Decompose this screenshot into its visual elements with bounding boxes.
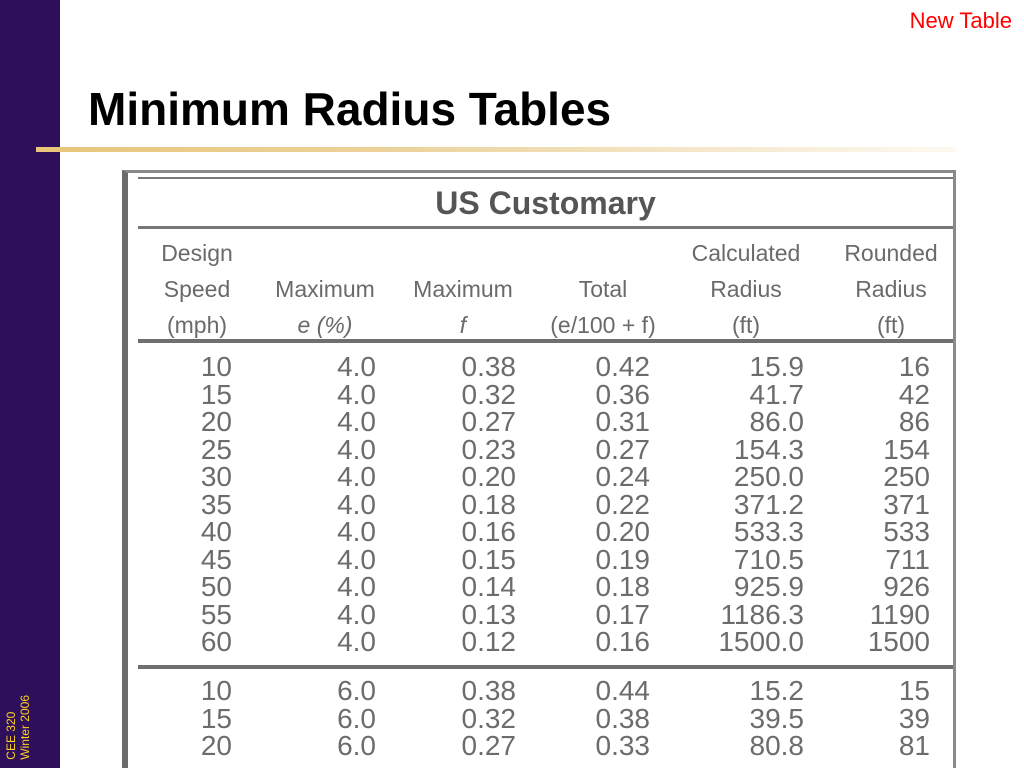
cell-calculated-radius: 710.5 [733, 543, 804, 575]
table-row-group-emax-6 [138, 677, 953, 768]
cell-max-f: 0.27 [461, 406, 516, 437]
cell-design-speed: 35 [200, 488, 232, 520]
header-line: Maximum [413, 276, 513, 302]
header-calculated-radius [678, 235, 814, 343]
cell-rounded-radius: 15 [898, 675, 930, 706]
cell-total: 0.16 [595, 626, 650, 657]
cell-calculated-radius: 80.8 [749, 730, 804, 761]
header-line [538, 235, 668, 271]
term-label: Winter 2006 [18, 695, 32, 760]
header-line: Maximum [275, 276, 375, 302]
cell-design-speed: 60 [200, 626, 232, 657]
sidebar-course-info [4, 695, 32, 760]
cell-max-e: 4.0 [337, 571, 376, 602]
header-line: Calculated [691, 240, 801, 266]
cell-max-e: 4.0 [337, 351, 376, 382]
cell-rounded-radius: 250 [883, 461, 930, 492]
header-line: Rounded [844, 240, 938, 266]
header-line: (e/100 + f) [550, 312, 656, 338]
cell-max-f: 0.32 [461, 702, 516, 734]
cell-max-e: 4.0 [337, 516, 376, 547]
header-max-f [400, 235, 526, 343]
header-line: Design [161, 240, 233, 266]
cell-rounded-radius: 81 [898, 730, 930, 761]
cell-total: 0.36 [595, 378, 650, 410]
cell-max-f: 0.16 [461, 516, 516, 547]
cell-design-speed: 30 [200, 461, 232, 492]
cell-rounded-radius: 42 [898, 378, 930, 410]
cell-rounded-radius: 16 [898, 351, 930, 382]
header-line: Radius [855, 276, 927, 302]
cell-total: 0.44 [595, 675, 650, 706]
header-line: f [459, 312, 467, 338]
cell-calculated-radius: 15.2 [749, 675, 804, 706]
cell-design-speed: 15 [200, 702, 232, 734]
cell-design-speed: 10 [200, 351, 232, 382]
header-line: (ft) [876, 312, 906, 338]
table-row-group-emax-4 [138, 353, 953, 669]
cell-total: 0.22 [595, 488, 650, 520]
table-row [138, 732, 953, 760]
cell-rounded-radius: 86 [898, 406, 930, 437]
cell-total: 0.24 [595, 461, 650, 492]
table-caption: US Customary [138, 177, 953, 229]
cell-max-f: 0.14 [461, 571, 516, 602]
header-line: (mph) [166, 312, 228, 338]
cell-calculated-radius: 39.5 [749, 702, 804, 734]
header-rounded-radius [828, 235, 954, 343]
cell-max-f: 0.12 [461, 626, 516, 657]
cell-calculated-radius: 154.3 [733, 433, 804, 465]
cell-rounded-radius: 711 [885, 543, 930, 575]
sidebar [0, 0, 60, 768]
table-row [138, 573, 953, 601]
cell-total: 0.20 [595, 516, 650, 547]
cell-max-f: 0.23 [461, 433, 516, 465]
cell-max-e: 6.0 [337, 675, 376, 706]
cell-max-e: 4.0 [337, 543, 376, 575]
table-row [138, 408, 953, 436]
cell-max-f: 0.38 [461, 675, 516, 706]
cell-design-speed: 20 [200, 730, 232, 761]
course-label: CEE 320 [4, 711, 18, 760]
cell-design-speed: 40 [200, 516, 232, 547]
cell-design-speed: 50 [200, 571, 232, 602]
table-row [138, 433, 953, 465]
cell-calculated-radius: 15.9 [749, 351, 804, 382]
cell-total: 0.31 [595, 406, 650, 437]
table-row [138, 518, 953, 546]
cell-calculated-radius: 1186.3 [720, 598, 804, 630]
header-line [400, 235, 526, 271]
header-total [538, 235, 668, 343]
cell-rounded-radius: 926 [883, 571, 930, 602]
cell-max-e: 4.0 [337, 488, 376, 520]
cell-calculated-radius: 533.3 [733, 516, 804, 547]
table-row [138, 677, 953, 705]
table-row [138, 463, 953, 491]
cell-max-e: 6.0 [337, 702, 376, 734]
cell-max-e: 6.0 [337, 730, 376, 761]
cell-max-e: 4.0 [337, 406, 376, 437]
cell-total: 0.17 [595, 598, 650, 630]
cell-rounded-radius: 154 [883, 433, 930, 465]
table-row [138, 353, 953, 381]
cell-total: 0.33 [595, 730, 650, 761]
minimum-radius-table [122, 170, 956, 768]
cell-design-speed: 10 [200, 675, 232, 706]
cell-max-e: 4.0 [337, 626, 376, 657]
header-line: e (%) [297, 312, 353, 338]
cell-max-f: 0.15 [461, 543, 516, 575]
table-row [138, 488, 953, 520]
cell-max-f: 0.18 [461, 488, 516, 520]
cell-design-speed: 15 [200, 378, 232, 410]
cell-total: 0.18 [595, 571, 650, 602]
cell-max-f: 0.20 [461, 461, 516, 492]
title-divider [36, 147, 956, 152]
cell-rounded-radius: 39 [898, 702, 930, 734]
cell-max-e: 4.0 [337, 433, 376, 465]
table-row [138, 702, 953, 734]
cell-max-f: 0.32 [461, 378, 516, 410]
table-header-row [138, 235, 953, 343]
table-row [138, 543, 953, 575]
cell-design-speed: 55 [200, 598, 232, 630]
table-row [138, 378, 953, 410]
cell-total: 0.27 [595, 433, 650, 465]
header-line [262, 235, 388, 271]
header-line: Speed [163, 276, 231, 302]
cell-total: 0.38 [595, 702, 650, 734]
header-line: Total [578, 276, 628, 302]
page-title: Minimum Radius Tables [88, 83, 612, 135]
cell-calculated-radius: 1500.0 [718, 626, 804, 657]
new-table-link[interactable]: New Table [909, 8, 1012, 33]
table-row [138, 628, 953, 656]
header-max-e [262, 235, 388, 343]
cell-rounded-radius: 533 [883, 516, 930, 547]
table-row [138, 598, 953, 630]
cell-calculated-radius: 41.7 [749, 378, 804, 410]
cell-max-e: 4.0 [337, 461, 376, 492]
cell-rounded-radius: 371 [883, 488, 930, 520]
header-line: (ft) [731, 312, 761, 338]
cell-calculated-radius: 86.0 [749, 406, 804, 437]
cell-design-speed: 45 [200, 543, 232, 575]
cell-max-e: 4.0 [337, 598, 376, 630]
cell-rounded-radius: 1190 [869, 598, 930, 630]
cell-total: 0.42 [595, 351, 650, 382]
header-line: Radius [710, 276, 782, 302]
cell-calculated-radius: 371.2 [733, 488, 804, 520]
cell-total: 0.19 [595, 543, 650, 575]
cell-calculated-radius: 250.0 [733, 461, 804, 492]
cell-max-f: 0.27 [461, 730, 516, 761]
cell-max-e: 4.0 [337, 378, 376, 410]
header-design-speed [142, 235, 252, 343]
cell-rounded-radius: 1500 [867, 626, 930, 657]
cell-max-f: 0.13 [461, 598, 516, 630]
cell-max-f: 0.38 [461, 351, 516, 382]
cell-calculated-radius: 925.9 [733, 571, 804, 602]
cell-design-speed: 25 [200, 433, 232, 465]
cell-design-speed: 20 [200, 406, 232, 437]
